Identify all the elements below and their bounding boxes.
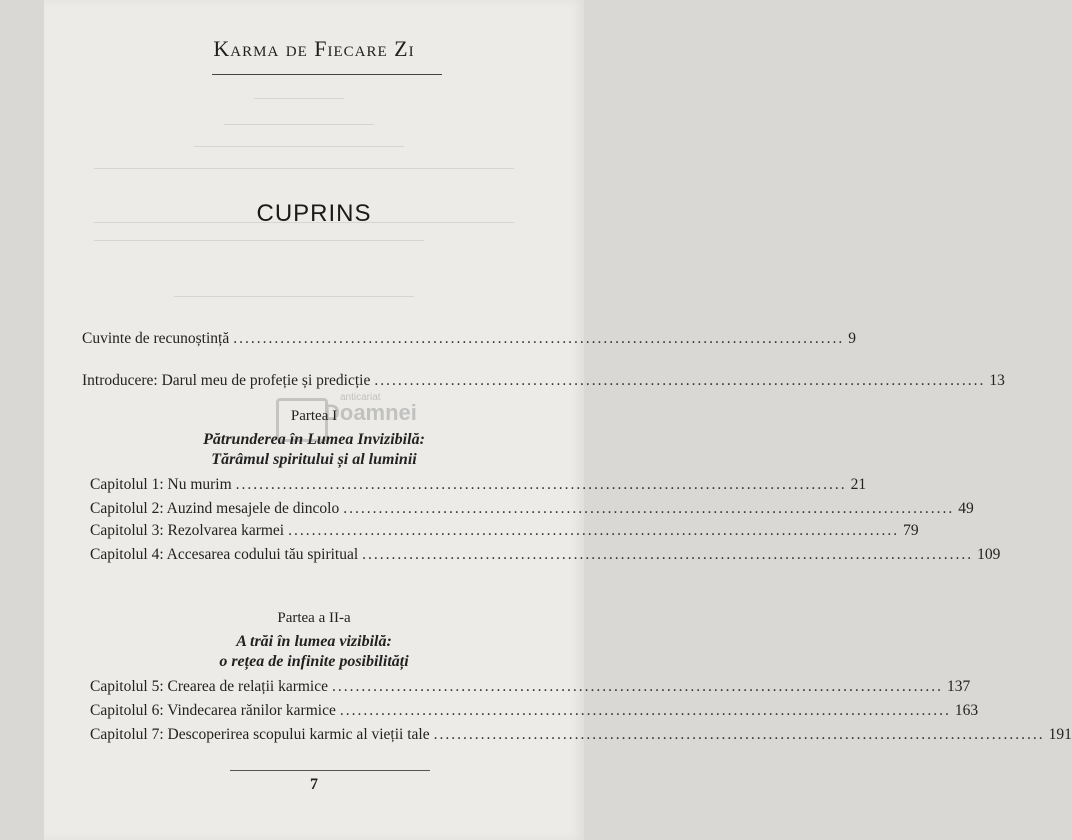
leader-dots: ........................................................................................................ [362, 546, 974, 563]
toc-entry-label: Capitolul 3: Rezolvarea karmei [90, 522, 285, 539]
leader-dots: ........................................................................................................ [233, 330, 845, 347]
bleed-through-mark [94, 168, 514, 179]
toc-entry [90, 476, 867, 494]
part-title-line: o rețea de infinite posibilități [219, 653, 409, 670]
part-title-line: Pătrunderea în Lumea Invizibilă: [203, 431, 425, 448]
toc-entry-page: 21 [850, 476, 867, 493]
toc-entry [90, 726, 1072, 744]
page-title: CUPRINS [256, 200, 372, 227]
toc-entry-label: Capitolul 1: Nu murim [90, 476, 232, 493]
leader-dots: ........................................................................................................ [235, 476, 847, 493]
part-heading: Partea I [290, 408, 338, 424]
watermark-big-text: Doamnei [324, 400, 417, 425]
page-number: 7 [310, 776, 318, 793]
toc-entry-label: Capitolul 7: Descoperirea scopului karmic al vieții tale [90, 726, 430, 743]
part-heading: Partea a II-a [277, 610, 351, 626]
header-rule [212, 74, 442, 75]
toc-entry-page: 137 [947, 678, 971, 695]
toc-entry-page: 49 [958, 500, 974, 517]
running-header-title: Karma de Fiecare Zi [213, 36, 415, 61]
toc-entry [90, 500, 974, 518]
leader-dots: ........................................................................................................ [433, 726, 1045, 743]
toc-entry [90, 678, 971, 696]
toc-entry [90, 522, 919, 540]
toc-entry-page: 9 [848, 330, 856, 347]
leader-dots: ........................................................................................................ [374, 372, 986, 389]
bleed-through-mark [254, 98, 344, 109]
part-title-line: A trăi în lumea vizibilă: [236, 633, 392, 650]
toc-entry-label: Capitolul 6: Vindecarea rănilor karmice [90, 702, 336, 719]
toc-entry-label: Capitolul 4: Accesarea codului tău spiritual [90, 546, 359, 563]
bleed-through-mark [174, 296, 414, 307]
part-title-line: Tărâmul spiritului și al luminii [211, 451, 417, 468]
bleed-through-mark [224, 124, 374, 135]
toc-entry-label: Cuvinte de recunoștință [82, 330, 230, 347]
toc-entry-page: 109 [977, 546, 1001, 563]
leader-dots: ........................................................................................................ [288, 522, 900, 539]
toc-entry-page: 13 [989, 372, 1005, 389]
toc-entry-page: 79 [903, 522, 919, 539]
bleed-through-mark [194, 146, 404, 157]
leader-dots: ........................................................................................................ [332, 678, 943, 695]
toc-entry [82, 330, 856, 348]
leader-dots: ........................................................................................................ [343, 500, 955, 517]
toc-entry [82, 372, 1005, 390]
toc-entry-label: Introducere: Darul meu de profeție și predicție [82, 372, 371, 389]
leader-dots: ........................................................................................................ [339, 702, 951, 719]
toc-entry-page: 191 [1048, 726, 1072, 743]
toc-entry [90, 702, 979, 720]
bleed-through-mark [94, 240, 424, 251]
running-header [44, 36, 584, 62]
toc-entry [90, 546, 1001, 564]
toc-entry-page: 163 [954, 702, 979, 719]
footer-rule [230, 770, 430, 771]
watermark-small-text: anticariat [340, 392, 381, 403]
book-page [44, 0, 1072, 840]
toc-entry-label: Capitolul 2: Auzind mesajele de dincolo [90, 500, 340, 517]
toc-entry-label: Capitolul 5: Crearea de relații karmice [90, 678, 328, 695]
